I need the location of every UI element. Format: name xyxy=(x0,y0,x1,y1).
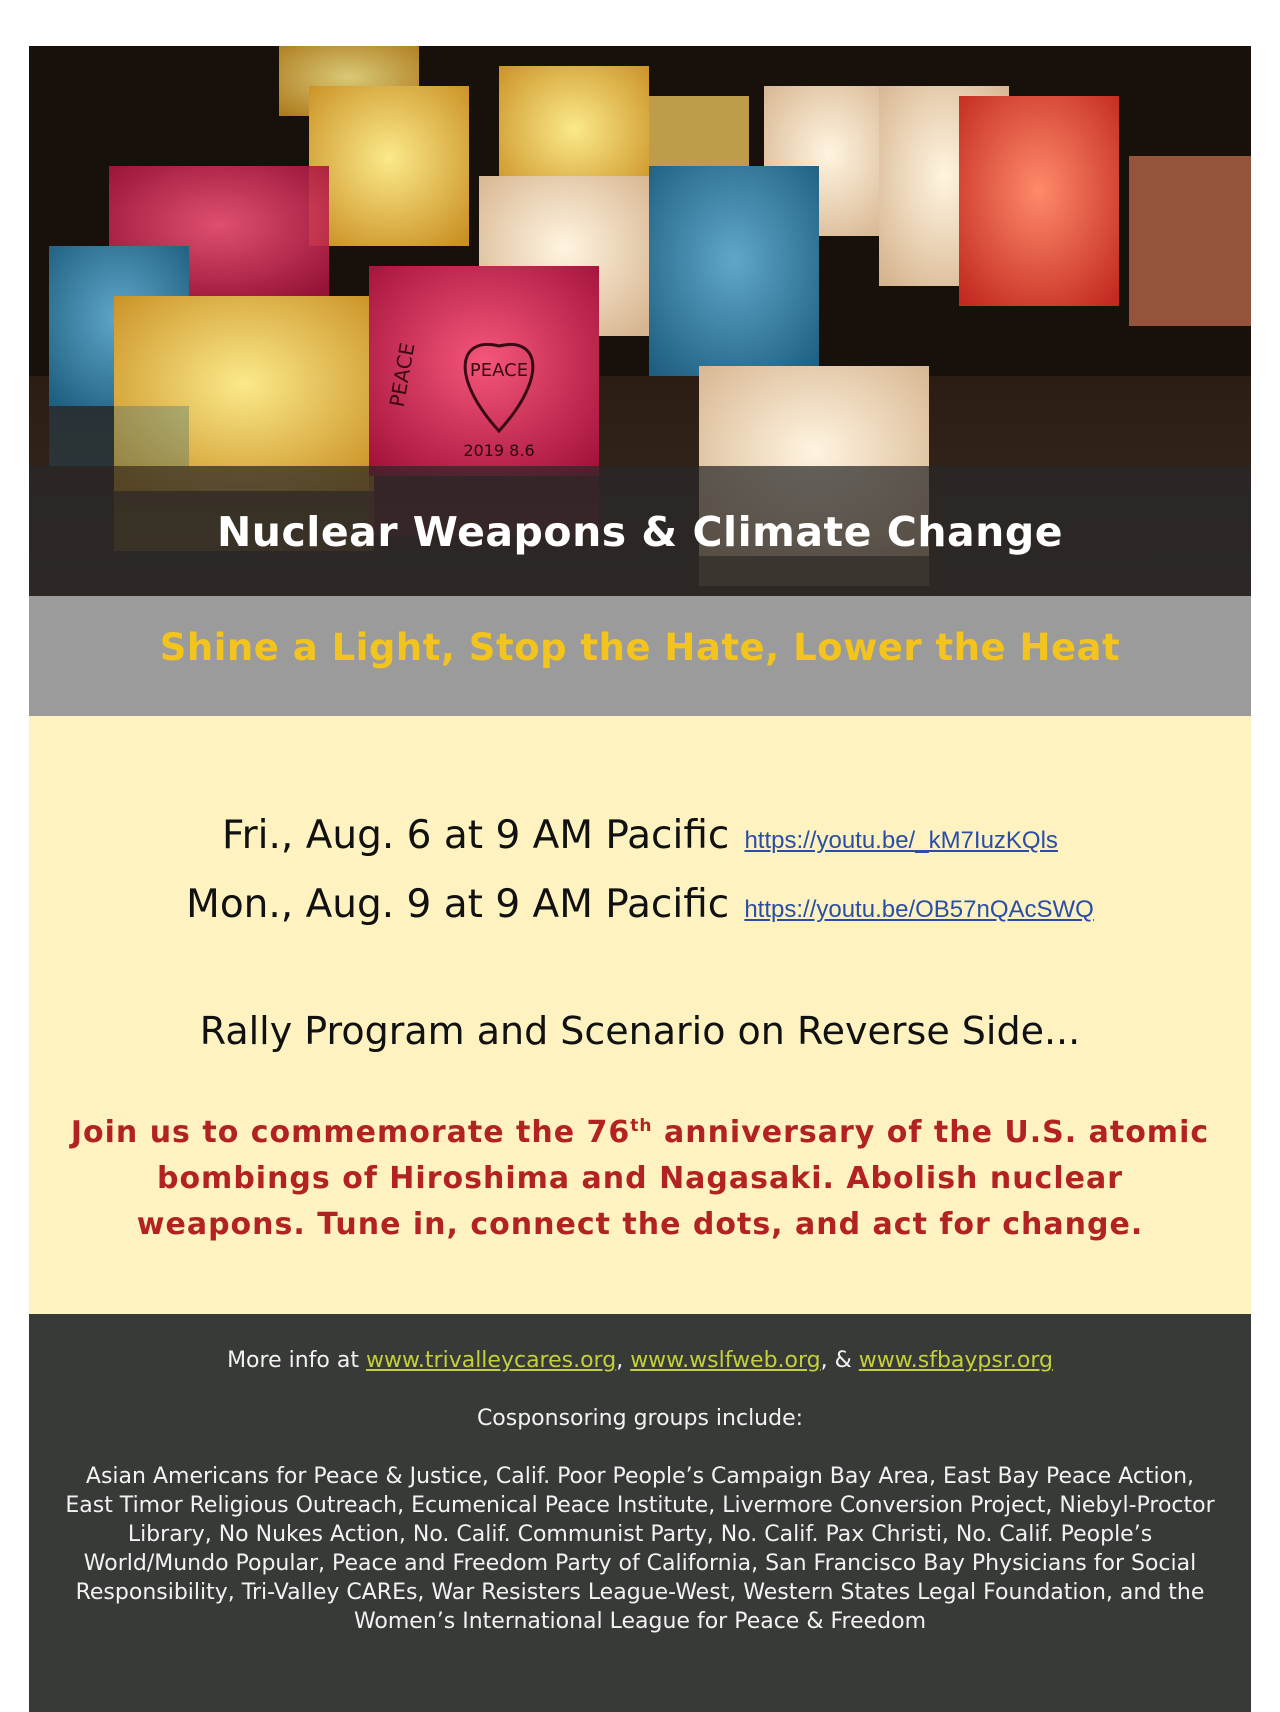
join-text-start: Join us to commemorate the 76 xyxy=(70,1115,631,1150)
sfbaypsr-link[interactable]: www.sfbaypsr.org xyxy=(858,1348,1053,1373)
more-info-line xyxy=(29,1348,1251,1373)
flyer-title: Nuclear Weapons & Climate Change xyxy=(216,508,1064,556)
commemorate-message xyxy=(69,1110,1211,1248)
youtube-link[interactable]: https://youtu.be/OB57nQAcSWQ xyxy=(744,896,1094,923)
more-info-prefix: More info at xyxy=(227,1348,366,1373)
lantern-date-text: 2019 8.6 xyxy=(463,441,535,460)
cosponsor-groups-list: Asian Americans for Peace & Justice, Calif. Poor People’s Campaign Bay Area, East Bay Peace Action, East Timor Religious Outreach, Ecumenical Peace Institute, Livermore Conversion Project, Niebyl-Proctor Library, No Nukes Action, No. Calif. Communist Party, No. Calif. Pax Christi, No. Calif. People’s World/Mundo Popular, Peace and Freedom Party of California, San Francisco Bay Physicians for Social Responsibility, Tri-Valley CAREs, War Resisters League-West, Western States Legal Foundation, and the Women’s International League for Peace & Freedom xyxy=(65,1464,1215,1634)
tagline: Shine a Light, Stop the Hate, Lower the Heat xyxy=(159,626,1121,669)
cosponsor-heading: Cosponsoring groups include: xyxy=(476,1406,804,1431)
flyer xyxy=(29,46,1251,1666)
join-text-rest: anniversary of the U.S. atomic bombings of Hiroshima and Nagasaki. Abolish nuclear weapons. Tune in, connect the dots, and act for change. xyxy=(136,1115,1210,1242)
reverse-side-note: Rally Program and Scenario on Reverse Side... xyxy=(199,1009,1081,1053)
lantern-peace-side-text: PEACE xyxy=(384,340,420,409)
ordinal-suffix: th xyxy=(630,1116,653,1136)
event-row-fri xyxy=(29,813,1251,858)
event-time: Fri., Aug. 6 at 9 AM Pacific xyxy=(222,813,730,858)
event-row-mon xyxy=(29,882,1251,927)
trivalleycares-link[interactable]: www.trivalleycares.org xyxy=(365,1348,617,1373)
separator: , xyxy=(616,1348,631,1373)
lantern-peace-heart-text: PEACE xyxy=(469,360,529,381)
event-time: Mon., Aug. 9 at 9 AM Pacific xyxy=(186,882,730,927)
wslfweb-link[interactable]: www.wslfweb.org xyxy=(630,1348,821,1373)
youtube-link[interactable]: https://youtu.be/_kM7IuzKQls xyxy=(744,827,1058,854)
separator: , & xyxy=(820,1348,859,1373)
